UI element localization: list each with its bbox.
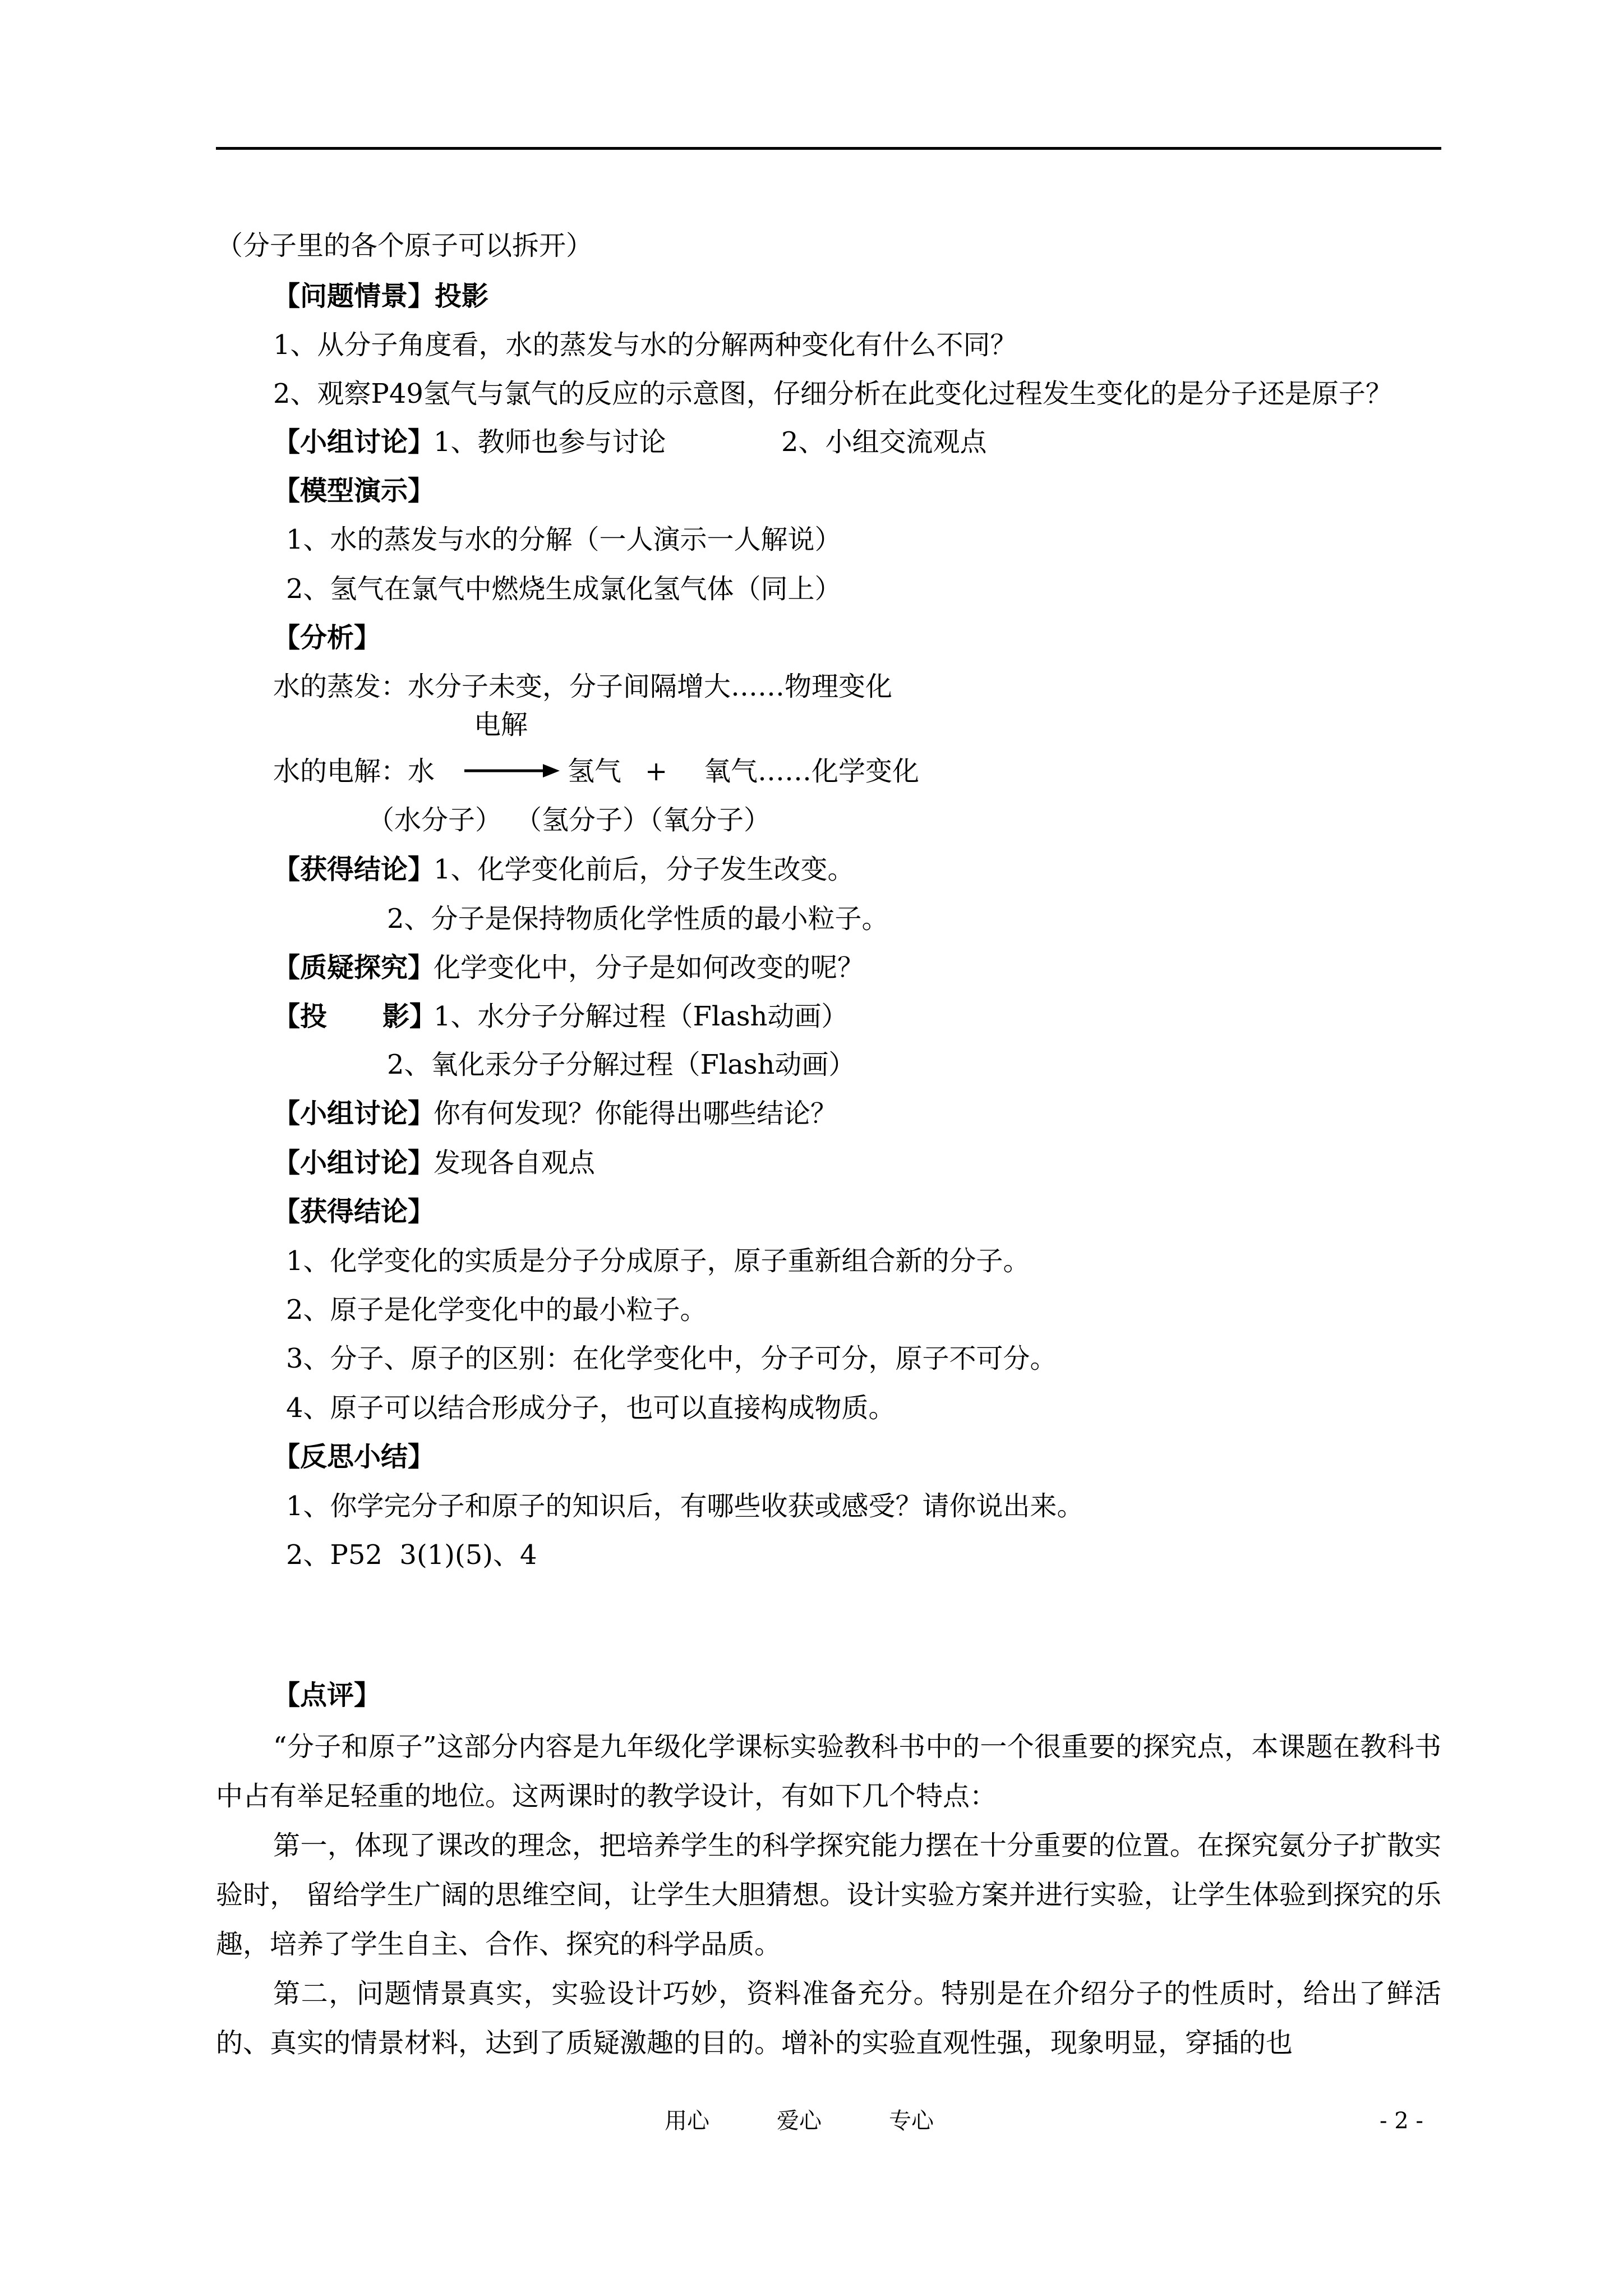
- heading-conclusion-1: 【获得结论】: [273, 854, 435, 885]
- heading-projection-left: 【投: [273, 1001, 328, 1032]
- discussion-3-text: 发现各自观点: [434, 1147, 596, 1179]
- review-paragraph-1: “分子和原子”这部分内容是九年级化学课标实验教科书中的一个很重要的探究点，本课题在教科书中占有举足轻重的地位。这两课时的教学设计，有如下几个特点：: [216, 1731, 1441, 1812]
- heading-inquiry: 【质疑探究】: [273, 952, 435, 983]
- heading-group-discussion-2: 【小组讨论】: [273, 1098, 435, 1129]
- electrolysis-label: 电解: [474, 709, 528, 740]
- question-2: 2、观察P49氢气与氯气的反应的示意图，仔细分析在此变化过程发生变化的是分子还是原子？: [273, 378, 1393, 409]
- product-hydrogen: 氢气: [568, 756, 622, 787]
- question-1: 1、从分子角度看，水的蒸发与水的分解两种变化有什么不同？: [273, 329, 1017, 361]
- conclusion-1-item-1: 1、化学变化前后，分子发生改变。: [434, 854, 855, 885]
- heading-conclusion-2: 【获得结论】: [273, 1196, 435, 1227]
- line-atoms-separable: （分子里的各个原子可以拆开）: [216, 230, 593, 261]
- footer-motto: 用心 爱心 专心: [665, 2108, 934, 2134]
- conclusion-2-item-4: 4、原子可以结合形成分子，也可以直接构成物质。: [286, 1392, 896, 1424]
- heading-review: 【点评】: [273, 1680, 381, 1711]
- reflection-item-1: 1、你学完分子和原子的知识后，有哪些收获或感受？请你说出来。: [286, 1490, 1084, 1522]
- heading-analysis: 【分析】: [273, 622, 381, 654]
- projection-item-2: 2、氧化汞分子分解过程（Flash动画）: [387, 1049, 856, 1080]
- reaction-arrow-icon: [464, 764, 560, 777]
- header-rule: [216, 147, 1441, 150]
- demo-item-1: 1、水的蒸发与水的分解（一人演示一人解说）: [286, 524, 842, 555]
- label-h-o-molecules: （氢分子）（氧分子）: [515, 804, 771, 836]
- discussion-2-text: 你有何发现？你能得出哪些结论？: [434, 1098, 838, 1129]
- page-number: - 2 -: [1380, 2108, 1423, 2134]
- heading-group-discussion-3: 【小组讨论】: [273, 1147, 435, 1179]
- conclusion-2-item-1: 1、化学变化的实质是分子分成原子，原子重新组合新的分子。: [286, 1245, 1030, 1277]
- heading-problem-scenario: 【问题情景】投影: [273, 280, 489, 312]
- product-oxygen: 氧气……化学变化: [704, 756, 920, 787]
- inquiry-question: 化学变化中，分子是如何改变的呢？: [434, 952, 865, 983]
- label-water-molecule: （水分子）: [367, 804, 502, 836]
- heading-projection-right: 影】: [382, 1001, 437, 1032]
- heading-model-demo: 【模型演示】: [273, 475, 435, 507]
- projection-item-1: 1、水分子分解过程（Flash动画）: [434, 1001, 849, 1032]
- heading-group-discussion-1: 【小组讨论】: [273, 426, 435, 458]
- demo-item-2: 2、氢气在氯气中燃烧生成氯化氢气体（同上）: [286, 573, 842, 605]
- heading-reflection: 【反思小结】: [273, 1441, 435, 1473]
- discussion-item-1: 1、教师也参与讨论: [434, 426, 666, 458]
- plus-sign: +: [645, 756, 668, 787]
- discussion-item-2: 2、小组交流观点: [781, 426, 987, 458]
- analysis-evaporation: 水的蒸发：水分子未变，分子间隔增大……物理变化: [273, 671, 893, 702]
- conclusion-1-item-2: 2、分子是保持物质化学性质的最小粒子。: [387, 903, 889, 935]
- reflection-item-2: 2、P52 3(1)(5)、4: [286, 1539, 537, 1571]
- conclusion-2-item-3: 3、分子、原子的区别：在化学变化中，分子可分，原子不可分。: [286, 1343, 1057, 1374]
- conclusion-2-item-2: 2、原子是化学变化中的最小粒子。: [286, 1294, 707, 1326]
- review-paragraph-3: 第二，问题情景真实，实验设计巧妙，资料准备充分。特别是在介绍分子的性质时，给出了鲜活的、真实的情景材料，达到了质疑激趣的目的。增补的实验直观性强，现象明显，穿插的也: [216, 1978, 1441, 2059]
- analysis-electrolysis: 水的电解：水: [273, 756, 435, 787]
- review-paragraph-2: 第一，体现了课改的理念，把培养学生的科学探究能力摆在十分重要的位置。在探究氨分子扩散实验时， 留给学生广阔的思维空间，让学生大胆猜想。设计实验方案并进行实验，让学生体验到探究的乐趣，培养了学生自主、合作、探究的科学品质。: [216, 1830, 1441, 1960]
